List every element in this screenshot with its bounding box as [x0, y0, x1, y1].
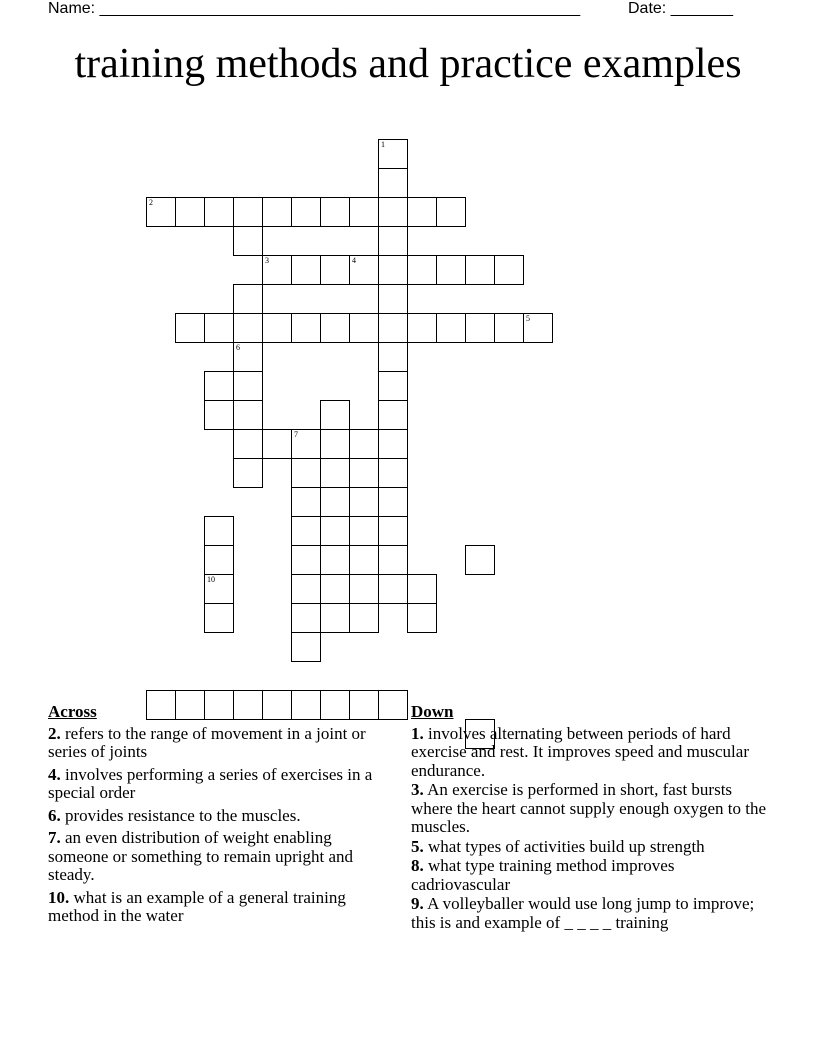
- grid-cell[interactable]: [291, 458, 321, 488]
- grid-cell[interactable]: [233, 313, 263, 343]
- grid-cell[interactable]: [175, 313, 205, 343]
- name-field-label: Name: ______________________________________________________: [48, 0, 581, 17]
- grid-cell[interactable]: [320, 313, 350, 343]
- clue-across-6: 6. provides resistance to the muscles.: [48, 805, 301, 825]
- grid-cell[interactable]: [291, 313, 321, 343]
- grid-cell[interactable]: [233, 197, 263, 227]
- clue-down-1: 1. involves alternating between periods of hard exercise and rest. It improves speed and muscular endurance.: [411, 723, 749, 780]
- grid-cell[interactable]: [349, 197, 379, 227]
- grid-cell[interactable]: [291, 632, 321, 662]
- clue-across-2: 2. refers to the range of movement in a joint or series of joints: [48, 723, 366, 761]
- grid-cell[interactable]: [349, 574, 379, 604]
- grid-cell[interactable]: [378, 226, 408, 256]
- across-heading: Across: [48, 702, 97, 721]
- grid-cell[interactable]: [291, 545, 321, 575]
- grid-cell[interactable]: [291, 487, 321, 517]
- grid-cell[interactable]: [204, 371, 234, 401]
- grid-cell[interactable]: [320, 574, 350, 604]
- grid-cell[interactable]: [378, 371, 408, 401]
- clue-number: 4: [352, 256, 356, 265]
- grid-cell[interactable]: [378, 342, 408, 372]
- grid-cell[interactable]: [291, 574, 321, 604]
- grid-cell[interactable]: [262, 255, 292, 285]
- clue-number: 2: [149, 198, 153, 207]
- grid-cell[interactable]: [349, 487, 379, 517]
- clue-down-3: 3. An exercise is performed in short, fast bursts where the heart cannot supply enough oxygen to the muscles.: [411, 780, 767, 836]
- grid-cell[interactable]: [146, 197, 176, 227]
- clue-number: 6: [236, 343, 240, 352]
- grid-cell[interactable]: [320, 458, 350, 488]
- grid-cell[interactable]: [494, 255, 524, 285]
- grid-cell[interactable]: [204, 545, 234, 575]
- grid-cell[interactable]: [262, 429, 292, 459]
- grid-cell[interactable]: [233, 371, 263, 401]
- grid-cell[interactable]: [378, 429, 408, 459]
- grid-cell[interactable]: [465, 545, 495, 575]
- grid-cell[interactable]: [349, 458, 379, 488]
- grid-cell[interactable]: [436, 255, 466, 285]
- grid-cell[interactable]: [233, 342, 263, 372]
- page-title: training methods and practice examples: [74, 41, 742, 87]
- grid-cell[interactable]: [204, 313, 234, 343]
- clue-down-8: 8. what type training method improves cadriovascular: [411, 856, 675, 894]
- grid-cell[interactable]: [378, 197, 408, 227]
- grid-cell[interactable]: [291, 197, 321, 227]
- grid-cell[interactable]: [349, 255, 379, 285]
- grid-cell[interactable]: [291, 255, 321, 285]
- grid-cell[interactable]: [378, 139, 408, 169]
- grid-cell[interactable]: [349, 516, 379, 546]
- across-clues: [48, 703, 386, 930]
- grid-cell[interactable]: [407, 313, 437, 343]
- clue-number: 1: [381, 140, 385, 149]
- grid-cell[interactable]: [262, 197, 292, 227]
- clue-number: 7: [294, 430, 298, 439]
- grid-cell[interactable]: [407, 255, 437, 285]
- grid-cell[interactable]: [204, 603, 234, 633]
- grid-cell[interactable]: [175, 197, 205, 227]
- grid-cell[interactable]: [204, 400, 234, 430]
- grid-cell[interactable]: [436, 197, 466, 227]
- grid-cell[interactable]: [378, 168, 408, 198]
- down-clues: [411, 703, 771, 933]
- grid-cell[interactable]: [465, 255, 495, 285]
- clue-number: 5: [526, 314, 530, 323]
- down-heading: Down: [411, 702, 454, 721]
- clue-across-10: 10. what is an example of a general training method in the water: [48, 887, 346, 925]
- grid-cell[interactable]: [233, 400, 263, 430]
- grid-cell[interactable]: [320, 400, 350, 430]
- grid-cell[interactable]: [407, 197, 437, 227]
- grid-cell[interactable]: [320, 255, 350, 285]
- grid-cell[interactable]: [407, 574, 437, 604]
- grid-cell[interactable]: [378, 284, 408, 314]
- grid-cell[interactable]: [378, 255, 408, 285]
- grid-cell[interactable]: [349, 313, 379, 343]
- grid-cell[interactable]: [204, 574, 234, 604]
- grid-cell[interactable]: [233, 284, 263, 314]
- grid-cell[interactable]: [233, 429, 263, 459]
- grid-cell[interactable]: [378, 313, 408, 343]
- grid-cell[interactable]: [262, 313, 292, 343]
- clue-down-9: 9. A volleyballer would use long jump to improve; this is and example of _ _ _ _ training: [411, 894, 755, 932]
- grid-cell[interactable]: [494, 313, 524, 343]
- date-field-label: Date: _______: [628, 0, 733, 17]
- grid-cell[interactable]: [378, 458, 408, 488]
- grid-cell[interactable]: [233, 458, 263, 488]
- clue-across-7: 7. an even distribution of weight enabling someone or something to remain upright and steady.: [48, 828, 353, 884]
- clue-number: 3: [265, 256, 269, 265]
- grid-cell[interactable]: [320, 603, 350, 633]
- grid-cell[interactable]: [465, 313, 495, 343]
- grid-cell[interactable]: [320, 545, 350, 575]
- grid-cell[interactable]: [349, 429, 379, 459]
- grid-cell[interactable]: [320, 197, 350, 227]
- header: [48, 0, 733, 18]
- grid-cell[interactable]: [204, 516, 234, 546]
- clue-down-5: 5. what types of activities build up strength: [411, 836, 705, 856]
- grid-cell[interactable]: [378, 545, 408, 575]
- grid-cell[interactable]: [291, 429, 321, 459]
- grid-cell[interactable]: [378, 487, 408, 517]
- grid-cell[interactable]: [349, 603, 379, 633]
- grid-cell[interactable]: [378, 516, 408, 546]
- grid-cell[interactable]: [320, 516, 350, 546]
- grid-cell[interactable]: [291, 516, 321, 546]
- clue-across-4: 4. involves performing a series of exercises in a special order: [48, 764, 373, 802]
- grid-cell[interactable]: [204, 197, 234, 227]
- grid-cell[interactable]: [523, 313, 553, 343]
- clue-number: 10: [207, 575, 215, 584]
- grid-cell[interactable]: [378, 574, 408, 604]
- grid-cell[interactable]: [378, 400, 408, 430]
- grid-cell[interactable]: [320, 487, 350, 517]
- grid-cell[interactable]: [407, 603, 437, 633]
- grid-cell[interactable]: [233, 226, 263, 256]
- grid-cell[interactable]: [291, 603, 321, 633]
- grid-cell[interactable]: [349, 545, 379, 575]
- grid-cell[interactable]: [436, 313, 466, 343]
